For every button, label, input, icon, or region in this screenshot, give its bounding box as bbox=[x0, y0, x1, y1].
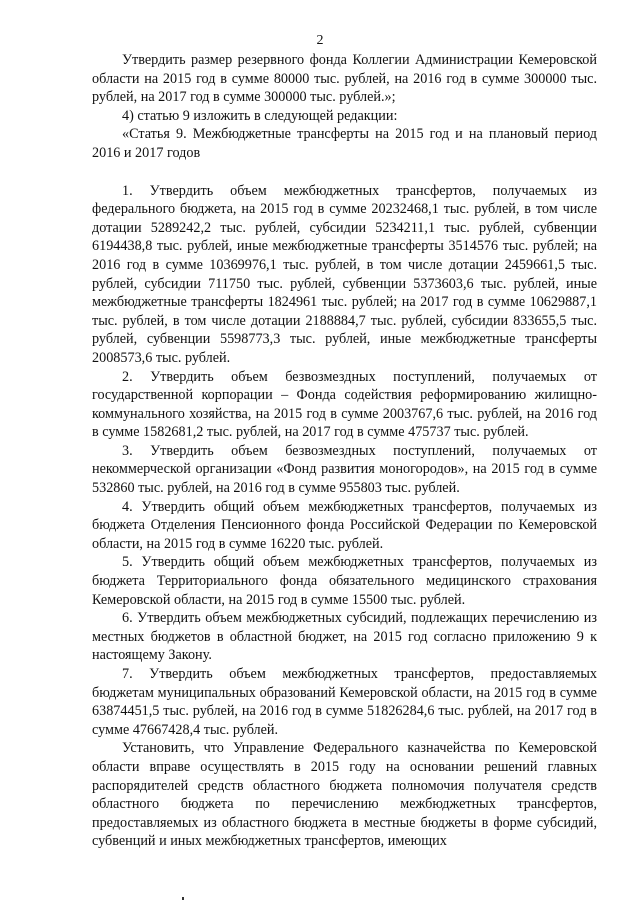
paragraph-item-2: 2. Утвердить объем безвозмездных поступлений, получаемых от государственной корпорации – Фонда содействия реформированию жилищно-коммунального хозяйства, на 2015 год в сумме 2003767,6 тыс. рублей, на 2016 год в сумме 1582681,2 тыс. рублей, на 2017 год в сумме 475737 тыс. рублей. bbox=[92, 368, 597, 441]
paragraph-item-6: 6. Утвердить объем межбюджетных субсидий, подлежащих перечислению из местных бюджетов в областной бюджет, на 2015 год согласно приложению 9 к настоящему Закону. bbox=[92, 610, 597, 664]
document-body bbox=[92, 51, 597, 851]
paragraph-item-1: 1. Утвердить объем межбюджетных трансфертов, получаемых из федерального бюджета, на 2015 год в сумме 20232468,1 тыс. рублей, в том числе дотации 5289242,2 тыс. рублей, субсидии 5234211,1 тыс. рублей, субвенции 6194438,8 тыс. рублей, иные межбюджетные трансферты 3514576 тыс. рублей; на 2016 год в сумме 10369976,1 тыс. рублей, в том числе дотации 2459661,5 тыс. рублей, субсидии 711750 тыс. рублей, субвенции 5373603,6 тыс. рублей, иные межбюджетные трансферты 1824961 тыс. рублей; на 2017 год в сумме 10629887,1 тыс. рублей, в том числе дотации 2188884,7 тыс. рублей, субсидии 833655,5 тыс. рублей, субвенции 5598773,3 тыс. рублей, иные межбюджетные трансферты 2008573,6 тыс. рублей. bbox=[92, 182, 597, 366]
paragraph-item-3: 3. Утвердить объем безвозмездных поступлений, получаемых от некоммерческой организации «Фонд развития моногородов», на 2015 год в сумме 532860 тыс. рублей, на 2016 год в сумме 955803 тыс. рублей. bbox=[92, 442, 597, 497]
scan-speck bbox=[182, 897, 184, 900]
paragraph-item-5: 5. Утвердить общий объем межбюджетных трансфертов, получаемых из бюджета Территориального фонда обязательного медицинского страхования Кемеровской области, на 2015 год в сумме 15500 тыс. рублей. bbox=[92, 554, 597, 608]
paragraph-item-7: 7. Утвердить объем межбюджетных трансфертов, предоставляемых бюджетам муниципальных образований Кемеровской области, на 2015 год в сумме 63874451,5 тыс. рублей, на 2016 год в сумме 51826284,6 тыс. рублей, на 2017 год в сумме 47667428,4 тыс. рублей. bbox=[92, 666, 597, 738]
paragraph-item-4: 4. Утвердить общий объем межбюджетных трансфертов, получаемых из бюджета Отделения Пенсионного фонда Российской Федерации по Кемеровской области, на 2015 год в сумме 16220 тыс. рублей. bbox=[92, 498, 597, 552]
page-number: 2 bbox=[316, 33, 324, 48]
paragraph-article-9-title: «Статья 9. Межбюджетные трансферты на 2015 год и на плановый период 2016 и 2017 годов bbox=[92, 126, 597, 161]
paragraph-treasury-authority: Установить, что Управление Федерального казначейства по Кемеровской области вправе осуществлять в 2015 году на основании решений главных распорядителей средств областного бюджета полномочия получателя средств областного бюджета по перечислению межбюджетных трансфертов, предоставляемых из областного бюджета в местные бюджеты в форме субсидий, субвенций и иных межбюджетных трансфертов, имеющих bbox=[92, 740, 597, 850]
paragraph-article-9-intro: 4) статью 9 изложить в следующей редакции: bbox=[122, 107, 398, 124]
paragraph-reserve-fund: Утвердить размер резервного фонда Коллегии Администрации Кемеровской области на 2015 год в сумме 80000 тыс. рублей, на 2016 год в сумме 300000 тыс. рублей, на 2017 год в сумме 300000 тыс. рублей.»; bbox=[92, 52, 597, 106]
